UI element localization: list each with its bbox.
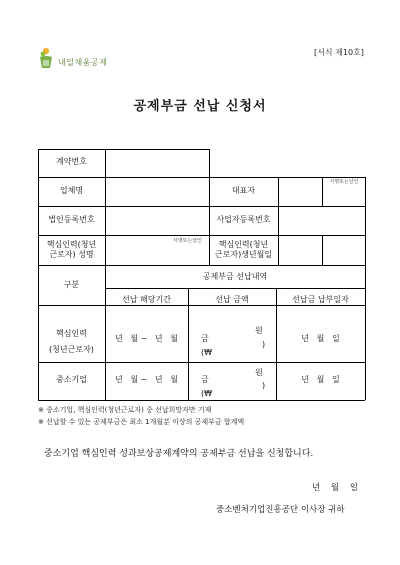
row-sme-paydate[interactable]: 년 월 일 [301, 375, 340, 384]
contract-no-label: 계약번호 [56, 157, 87, 166]
row-sme-amount-prefix: 금 [201, 375, 209, 384]
row-core-name-line2: (청년근로자) [49, 345, 94, 354]
row-core-amount-close: ) [262, 340, 266, 349]
note-1: ※ 중소기업, 핵심인력(청년근로자) 중 선납희망자만 기재 [38, 406, 212, 414]
row-sme-amount-krw: (₩ [201, 389, 213, 398]
logo-icon [38, 47, 54, 69]
corp-reg-label: 법인등록번호 [48, 215, 95, 224]
date-line: 년 월 일 [312, 483, 359, 493]
core-name-label-line2: 근로자) 성명 [49, 250, 94, 259]
row-core-name [38, 329, 105, 355]
prepay-details-label: 공제부금 선납내역 [202, 272, 268, 281]
addressee: 중소벤처기업진흥공단 이사장 귀하 [216, 505, 345, 515]
row-sme-amount-won: 원 [255, 368, 263, 377]
row-core-amount-krw: (₩ [201, 348, 213, 357]
biz-reg-label: 사업자등록번호 [216, 215, 271, 224]
core-birth-label-line1: 핵심인력(청년 [218, 240, 269, 249]
core-name-label-line1: 핵심인력(청년 [46, 240, 97, 249]
page-title: 공제부금 선납 신청서 [133, 99, 267, 114]
logo-text: 내일채움공제 [58, 58, 108, 67]
core-birth-label [209, 240, 278, 260]
ceo-sign-hint: 서명또는날인 [329, 179, 359, 185]
col-paydate: 선납금 납부일자 [292, 295, 349, 304]
row-sme-amount-close: ) [262, 381, 266, 390]
form-number: [서식 제10호] [314, 48, 364, 57]
note-2: ※ 선납할 수 있는 공제부금은 최소 1개월분 이상의 공제부금 합계액 [38, 418, 245, 426]
row-core-name-line1: 핵심인력 [56, 329, 87, 338]
col-amount: 선납 금액 [215, 295, 249, 304]
company-label: 업체명 [59, 186, 84, 195]
row-core-paydate[interactable]: 년 월 일 [301, 334, 340, 343]
row-core-amount-won: 원 [255, 326, 263, 335]
row-sme-name: 중소기업 [56, 375, 87, 384]
core-birth-label-line2: 근로자)생년월일 [214, 250, 273, 259]
ceo-label: 대표자 [231, 186, 256, 195]
statement: 중소기업 핵심인력 성과보상공제계약의 공제부금 선납을 신청합니다. [44, 449, 314, 459]
core-sign-hint: 서명또는날인 [173, 238, 202, 244]
category-label: 구분 [63, 280, 80, 289]
row-core-amount-prefix: 금 [201, 334, 209, 343]
row-sme-period[interactable]: 년 월 ~ 년 월 [114, 375, 179, 384]
row-core-period[interactable]: 년 월 ~ 년 월 [114, 334, 179, 343]
core-name-label [38, 240, 105, 260]
col-period: 선납 해당기간 [122, 295, 171, 304]
